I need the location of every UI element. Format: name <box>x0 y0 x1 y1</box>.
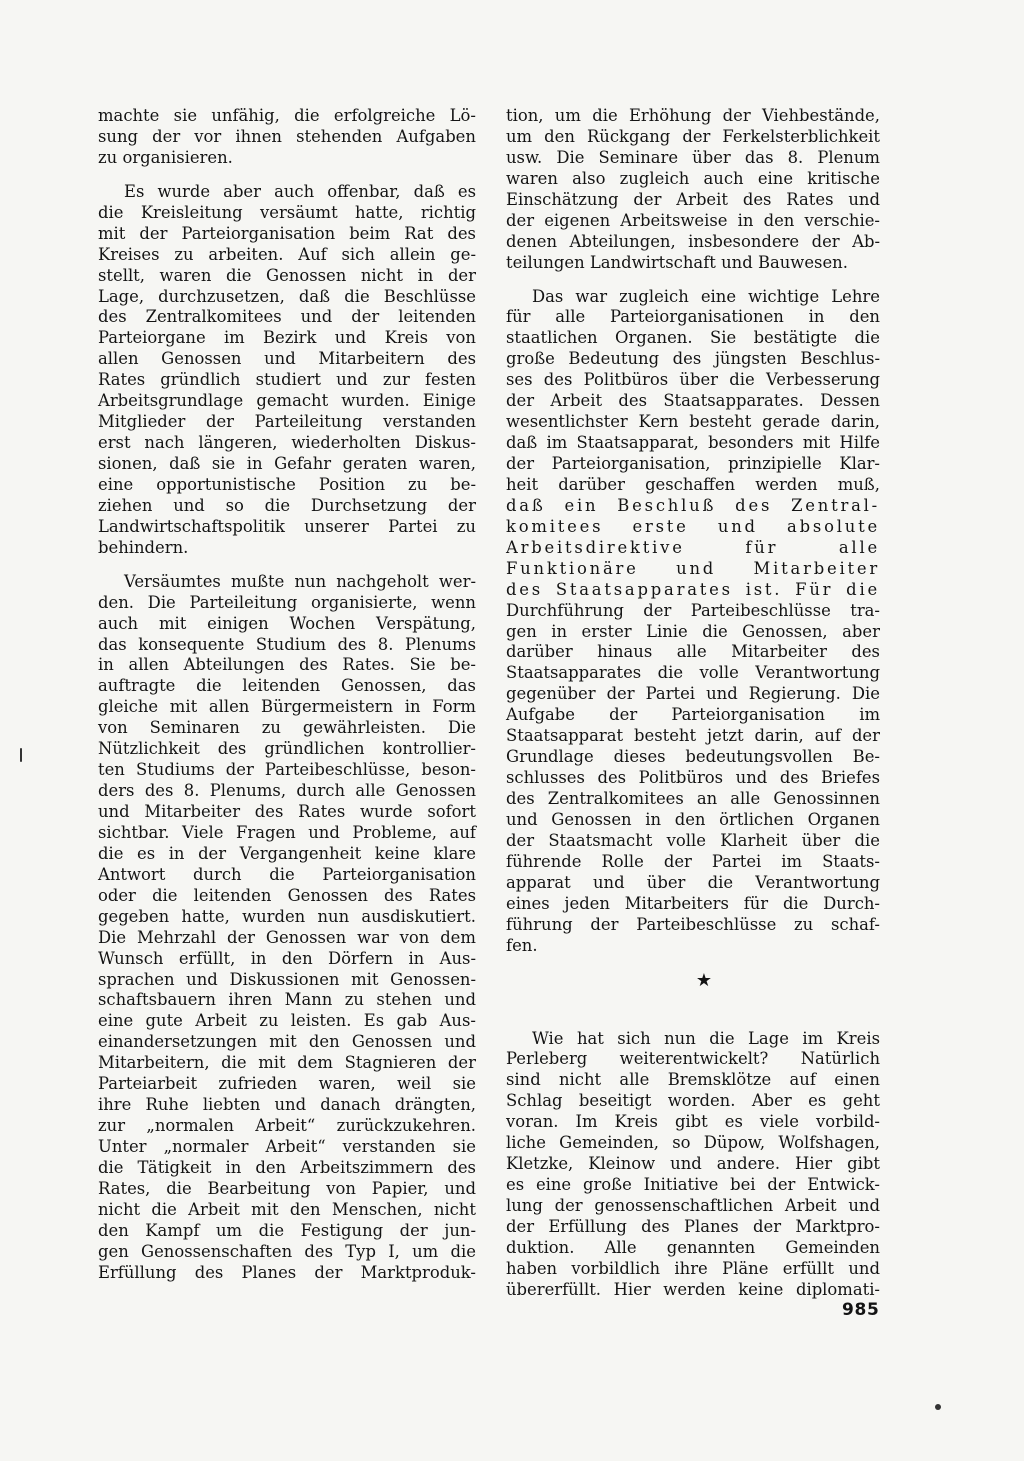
text-line: haben vorbildlich ihre Pläne erfüllt und <box>506 1258 880 1278</box>
text-line: führung der Parteibeschlüsse zu schaf- <box>506 914 880 934</box>
text-line: ziehen und so die Durchsetzung der <box>98 495 476 515</box>
text-line: des Staatsapparates ist. Für die <box>506 579 880 599</box>
text-line: Arbeitsgrundlage gemacht wurden. Einige <box>98 391 476 411</box>
text-line: die es in der Vergangenheit keine klare <box>98 843 476 863</box>
text-line: usw. Die Seminare über das 8. Plenum <box>506 147 880 167</box>
text-line: schaftsbauern ihren Mann zu stehen und <box>98 990 476 1010</box>
text-line: zur „normalen Arbeit“ zurückzukehren. <box>98 1116 476 1136</box>
text-line: Antwort durch die Parteiorganisation <box>98 864 476 884</box>
text-line: gleiche mit allen Bürgermeistern in Form <box>98 697 476 717</box>
text-line: Parteiorgane im Bezirk und Kreis von <box>98 328 476 348</box>
text-line: Grundlage dieses bedeutungsvollen Be- <box>506 747 880 767</box>
text-line: Mitglieder der Parteileitung verstanden <box>98 412 476 432</box>
text-line: daß ein Beschluß des Zentral- <box>506 495 880 515</box>
text-line: lung der genossenschaftlichen Arbeit und <box>506 1196 880 1215</box>
text-line: und Mitarbeiter des Rates wurde sofort <box>98 802 476 821</box>
text-line: Unter „normaler Arbeit“ verstanden sie <box>98 1137 476 1156</box>
text-line: zu organisieren. <box>98 147 233 167</box>
text-line: der Erfüllung des Planes der Marktpro- <box>506 1216 880 1236</box>
text-line: das konsequente Studium des 8. Plenums <box>98 634 476 654</box>
text-line: den. Die Parteileitung organisierte, wenn <box>98 592 476 612</box>
text-line: die Tätigkeit in den Arbeitszimmern des <box>98 1157 476 1177</box>
paragraph-gap <box>98 169 476 182</box>
text-line: große Bedeutung des jüngsten Beschlus- <box>506 349 880 369</box>
paragraph-gap <box>506 993 880 1029</box>
text-line: den Kampf um die Festigung der jun- <box>98 1220 476 1240</box>
text-line: und Genossen in den örtlichen Organen <box>506 809 880 829</box>
right-column <box>506 106 880 1301</box>
text-line: daß im Staatsapparat, besonders mit Hilfe <box>506 433 880 453</box>
text-line: behindern. <box>98 537 189 557</box>
text-line: waren also zugleich auch eine kritische <box>506 168 880 188</box>
text-line: ders des 8. Plenums, durch alle Genossen <box>98 781 476 801</box>
text-line: übererfüllt. Hier werden keine diplomati- <box>506 1279 880 1299</box>
text-line: des Zentralkomitees und der leitenden <box>98 307 476 327</box>
text-line: auch mit einigen Wochen Verspätung, <box>98 613 476 633</box>
text-line: führende Rolle der Partei im Staats- <box>506 851 880 871</box>
text-line: denen Abteilungen, insbesondere der Ab- <box>506 231 880 251</box>
text-line: stellt, waren die Genossen nicht in der <box>98 265 476 285</box>
text-line: für alle Parteiorganisationen in den <box>506 307 880 327</box>
text-line: apparat und über die Verantwortung <box>506 872 880 892</box>
text-line: Es wurde aber auch offenbar, daß es <box>124 181 476 201</box>
text-line: sichtbar. Viele Fragen und Probleme, auf <box>98 822 476 842</box>
text-line: die Kreisleitung versäumt hatte, richtig <box>98 202 476 222</box>
text-line: eine gute Arbeit zu leisten. Es gab Aus- <box>98 1011 476 1031</box>
paragraph-gap <box>506 274 880 287</box>
text-line: staatlichen Organen. Sie bestätigte die <box>506 328 880 348</box>
text-line: Wunsch erfüllt, in den Dörfern in Aus- <box>98 948 476 968</box>
text-line: Arbeitsdirektive für alle <box>506 537 880 557</box>
text-line: Staatsapparat besteht jetzt darin, auf der <box>506 726 880 746</box>
text-line: sionen, daß sie in Gefahr geraten waren, <box>98 454 476 473</box>
text-line: schlusses des Politbüros und des Briefes <box>506 768 880 788</box>
text-line: ten Studiums der Parteibeschlüsse, beson- <box>98 760 476 780</box>
scan-speck <box>935 1404 941 1410</box>
text-line: liche Gemeinden, so Düpow, Wolfshagen, <box>506 1133 880 1153</box>
text-line: komitees erste und absolute <box>506 516 880 536</box>
text-line: sind nicht alle Bremsklötze auf einen <box>506 1070 880 1090</box>
section-separator-star: ★ <box>695 969 713 991</box>
text-line: Funktionäre und Mitarbeiter <box>506 558 880 578</box>
text-line: allen Genossen und Mitarbeitern des <box>98 349 476 369</box>
text-line: oder die leitenden Genossen des Rates <box>98 885 476 905</box>
text-line: Rates, die Bearbeitung von Papier, und <box>98 1178 476 1198</box>
text-line: Rates gründlich studiert und zur festen <box>98 370 476 390</box>
text-line: Einschätzung der Arbeit des Rates und <box>506 189 880 209</box>
text-line: Lage, durchzusetzen, daß die Beschlüsse <box>98 286 476 306</box>
text-line: Landwirtschaftspolitik unserer Partei zu <box>98 516 476 536</box>
text-line: voran. Im Kreis gibt es viele vorbild- <box>506 1112 880 1132</box>
text-line: Mitarbeitern, die mit dem Stagnieren der <box>98 1053 476 1073</box>
text-line: erst nach längeren, wiederholten Diskus- <box>98 433 476 453</box>
text-line: darüber hinaus alle Mitarbeiter des <box>506 642 880 662</box>
scan-speck <box>20 748 22 762</box>
text-line: eines jeden Mitarbeiters für die Durch- <box>506 893 880 913</box>
text-line: Wie hat sich nun die Lage im Kreis <box>532 1028 880 1048</box>
text-line: auftragte die leitenden Genossen, das <box>98 676 476 696</box>
text-line: nicht die Arbeit mit den Menschen, nicht <box>98 1199 476 1219</box>
text-line: fen. <box>506 935 538 955</box>
text-line: Kletzke, Kleinow und andere. Hier gibt <box>506 1154 880 1174</box>
text-line: um den Rückgang der Ferkelsterblichkeit <box>506 126 880 146</box>
page-number: 985 <box>842 1300 880 1320</box>
text-line: gegeben hatte, wurden nun ausdiskutiert. <box>98 906 476 926</box>
text-line: von Seminaren zu gewährleisten. Die <box>98 718 476 738</box>
text-line: in allen Abteilungen des Rates. Sie be- <box>98 655 476 675</box>
text-line: Parteiarbeit zufrieden waren, weil sie <box>98 1074 476 1094</box>
text-line: Kreises zu arbeiten. Auf sich allein ge- <box>98 244 476 264</box>
left-column <box>98 106 476 1284</box>
text-line: gen in erster Linie die Genossen, aber <box>506 621 880 641</box>
text-line: sprachen und Diskussionen mit Genossen- <box>98 969 476 989</box>
text-line: Nützlichkeit des gründlichen kontrollier- <box>98 739 476 759</box>
text-line: Aufgabe der Parteiorganisation im <box>506 705 880 725</box>
text-line: ses des Politbüros über die Verbesserung <box>506 370 880 390</box>
paragraph-gap <box>98 559 476 572</box>
text-line: Schlag beseitigt worden. Aber es geht <box>506 1091 880 1111</box>
text-line: Erfüllung des Planes der Marktproduk- <box>98 1262 476 1282</box>
text-line: Das war zugleich eine wichtige Lehre <box>532 286 880 306</box>
text-line: heit darüber geschaffen werden muß, <box>506 474 880 494</box>
text-line: einandersetzungen mit den Genossen und <box>98 1032 476 1052</box>
text-line: wesentlichster Kern besteht gerade darin, <box>506 412 880 432</box>
text-line: ihre Ruhe liebten und danach drängten, <box>98 1095 476 1115</box>
text-line: duktion. Alle genannten Gemeinden <box>506 1237 880 1257</box>
text-line: Versäumtes mußte nun nachgeholt wer- <box>124 571 476 591</box>
text-line: der Arbeit des Staatsapparates. Dessen <box>506 391 880 411</box>
text-line: der Staatsmacht volle Klarheit über die <box>506 830 880 850</box>
text-line: der eigenen Arbeitsweise in den verschie- <box>506 210 880 230</box>
text-line: Staatsapparates die volle Verantwortung <box>506 663 880 683</box>
text-line: teilungen Landwirtschaft und Bauwesen. <box>506 252 848 272</box>
text-line: Perleberg weiterentwickelt? Natürlich <box>506 1049 880 1069</box>
text-line: gen Genossenschaften des Typ I, um die <box>98 1241 476 1261</box>
text-line: des Zentralkomitees an alle Genossinnen <box>506 789 880 808</box>
text-line: es eine große Initiative bei der Entwick- <box>506 1175 880 1195</box>
text-line: mit der Parteiorganisation beim Rat des <box>98 223 476 243</box>
text-line: eine opportunistische Position zu be- <box>98 474 476 494</box>
text-line: tion, um die Erhöhung der Viehbestände, <box>506 106 880 125</box>
text-line: machte sie unfähig, die erfolgreiche Lö- <box>98 106 476 125</box>
text-line: der Parteiorganisation, prinzipielle Klar- <box>506 454 880 473</box>
text-line: sung der vor ihnen stehenden Aufgaben <box>98 126 476 146</box>
text-line: Durchführung der Parteibeschlüsse tra- <box>506 600 880 620</box>
text-line: gegenüber der Partei und Regierung. Die <box>506 684 880 704</box>
text-line: Die Mehrzahl der Genossen war von dem <box>98 927 476 947</box>
